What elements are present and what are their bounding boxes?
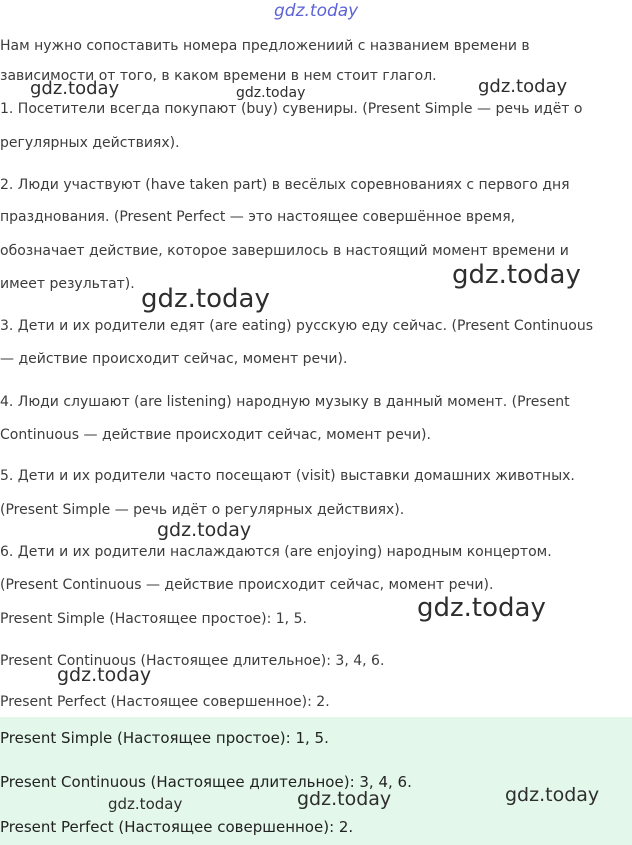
sentence-6-line-1: 6. Дети и их родители наслаждаются (are enjoying) народным концертом. <box>0 544 552 560</box>
sentence-4-line-2: Continuous — действие происходит сейчас, момент речи). <box>0 427 431 443</box>
watermark: gdz.today <box>236 85 306 101</box>
watermark: gdz.today <box>478 76 568 97</box>
answer-box <box>0 717 632 845</box>
intro-line-1: Нам нужно сопоставить номера предложениий с названием времени в <box>0 38 530 54</box>
summary-present-perfect: Present Perfect (Настоящее совершенное): 2. <box>0 694 330 710</box>
sentence-2-line-1: 2. Люди участвуют (have taken part) в весёлых соревнованиях с первого дня <box>0 177 570 193</box>
watermark: gdz.today <box>417 593 546 623</box>
sentence-5-line-2: (Present Simple — речь идёт о регулярных действиях). <box>0 502 405 518</box>
sentence-4-line-1: 4. Люди слушают (are listening) народную музыку в данный момент. (Present <box>0 394 570 410</box>
watermark: gdz.today <box>452 260 581 290</box>
sentence-3-line-1: 3. Дети и их родители едят (are eating) русскую еду сейчас. (Present Continuous <box>0 318 593 334</box>
watermark: gdz.today <box>108 795 183 813</box>
intro-line-2: зависимости от того, в каком времени в нем стоит глагол. <box>0 68 437 84</box>
sentence-6-line-2: (Present Continuous — действие происходит сейчас, момент речи). <box>0 577 494 593</box>
sentence-5-line-1: 5. Дети и их родители часто посещают (visit) выставки домашних животных. <box>0 468 575 484</box>
answer-present-continuous: Present Continuous (Настоящее длительное): 3, 4, 6. <box>0 773 412 791</box>
summary-present-simple: Present Simple (Настоящее простое): 1, 5. <box>0 611 307 627</box>
sentence-2-line-3: обозначает действие, которое завершилось в настоящий момент времени и <box>0 243 569 259</box>
watermark: gdz.today <box>57 664 152 686</box>
answer-present-perfect: Present Perfect (Настоящее совершенное): 2. <box>0 818 354 836</box>
watermark: gdz.today <box>141 284 270 314</box>
summary-present-continuous: Present Continuous (Настоящее длительное): 3, 4, 6. <box>0 653 385 669</box>
watermark: gdz.today <box>297 788 392 810</box>
watermark: gdz.today <box>30 78 120 99</box>
sentence-2-line-2: празднования. (Present Perfect — это настоящее совершённое время, <box>0 209 516 225</box>
watermark: gdz.today <box>157 519 252 541</box>
watermark-top: gdz.today <box>274 1 359 21</box>
sentence-1-line-2: регулярных действиях). <box>0 135 180 151</box>
sentence-2-line-4: имеет результат). <box>0 276 135 292</box>
answer-present-simple: Present Simple (Настоящее простое): 1, 5. <box>0 729 329 747</box>
sentence-1-line-1: 1. Посетители всегда покупают (buy) сувениры. (Present Simple — речь идёт о <box>0 101 583 117</box>
watermark: gdz.today <box>505 784 600 806</box>
sentence-3-line-2: — действие происходит сейчас, момент речи). <box>0 351 348 367</box>
